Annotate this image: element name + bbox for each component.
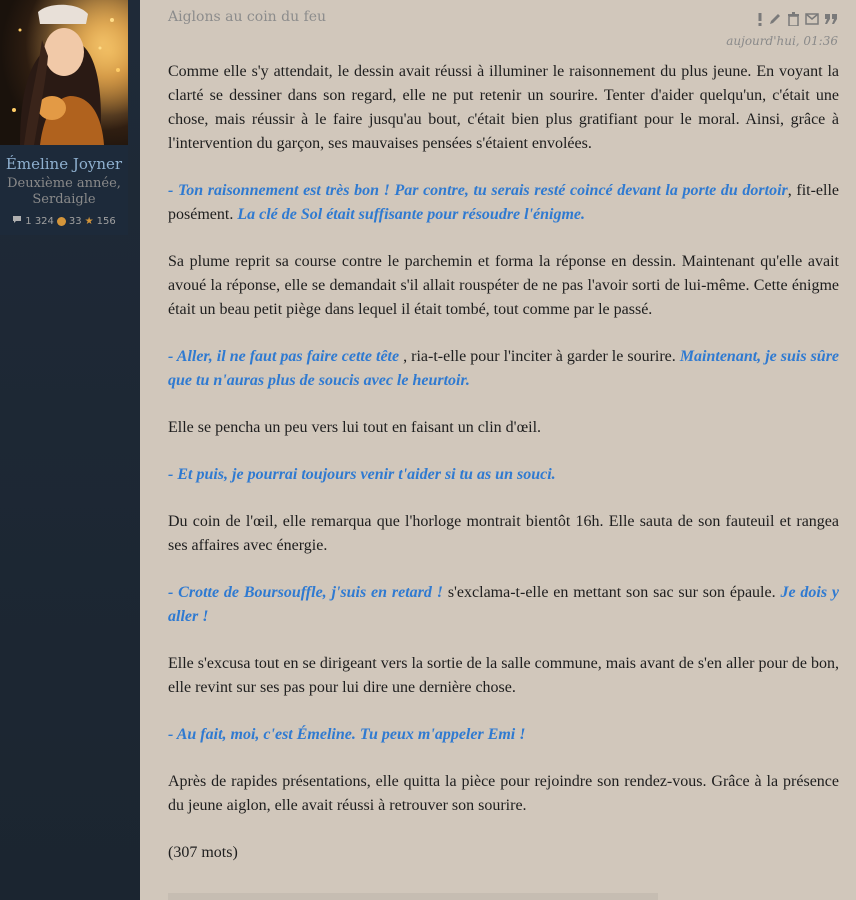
narration-text: Sa plume reprit sa course contre le parchemin et forma la réponse en dessin. Maintenant qu'elle avait avoué la réponse, elle se demandait s'il allait rouspéter de ne pas l'avoir sorti de lui-même. Cette énigme était un beau petit piège dans lequel il était tombé, tout comme par le passé. <box>168 253 839 318</box>
stars-count: 156 <box>96 215 116 227</box>
post-paragraph <box>168 510 839 558</box>
narration-text: Après de rapides présentations, elle quitta la pièce pour rejoindre son rendez-vous. Grâce à la présence du jeune aiglon, elle avait réussi à retrouver son sourire. <box>168 773 839 814</box>
edit-icon[interactable] <box>768 12 782 26</box>
post-paragraph <box>168 581 839 629</box>
post-title[interactable]: Aiglons au coin du feu <box>168 9 327 25</box>
avatar[interactable] <box>0 0 128 145</box>
quote-icon[interactable] <box>824 13 838 25</box>
points-coin-icon <box>57 217 66 226</box>
author-name[interactable]: Émeline Joyner <box>5 155 123 173</box>
post-paragraph <box>168 463 839 487</box>
post-paragraph <box>168 416 839 440</box>
narration-text: Du coin de l'œil, elle remarqua que l'horloge montrait bientôt 16h. Elle sauta de son fauteuil et rangea ses affaires avec énergie. <box>168 513 839 554</box>
post-date: aujourd'hui, 01:36 <box>726 34 838 48</box>
messages-count: 1 324 <box>25 215 54 227</box>
post-paragraph <box>168 250 839 322</box>
post-paragraph <box>168 652 839 700</box>
post-body <box>168 60 839 888</box>
dialogue-text: - <box>168 182 178 199</box>
dialogue-text: La clé de Sol était suffisante pour résoudre l'énigme. <box>237 206 586 223</box>
narration-text: Elle s'excusa tout en se dirigeant vers la sortie de la salle commune, mais avant de s'en aller pour de bon, elle revint sur ses pas pour lui dire une dernière chose. <box>168 655 839 696</box>
dialogue-text: Maintenant, je suis sûre que tu n'auras plus de soucis avec le heurtoir. <box>168 348 840 389</box>
dialogue-text: Je dois y aller ! <box>168 584 840 625</box>
narration-text: Comme elle s'y attendait, le dessin avait réussi à illuminer le raisonnement du plus jeune. En voyant la clarté se dessiner dans son regard, elle ne put retenir un sourire. Tenter d'aider quelqu'un, c'était une chose, mais réussir à le faire jusqu'au bout, c'était bien plus gratifiant pour le moral. Ainsi, grâce à l'intervention du garçon, ses mauvaises pensées s'étaient envolées. <box>168 63 839 152</box>
message-icon[interactable] <box>805 13 819 25</box>
post-paragraph <box>168 841 839 865</box>
post-paragraph <box>168 345 839 393</box>
narration-text: , ria-t-elle pour l'inciter à garder le sourire. <box>399 348 680 365</box>
report-icon[interactable] <box>757 13 763 26</box>
dialogue-text: - Crotte de Boursouffle, j'suis en retard ! <box>168 584 443 601</box>
post-actions <box>757 12 838 26</box>
post-paragraph <box>168 179 839 227</box>
dialogue-text: Ton raisonnement est très bon ! Par contre, tu serais resté coincé devant la porte du dortoir <box>177 182 788 199</box>
horizontal-scrollbar[interactable] <box>168 893 658 900</box>
author-card <box>0 0 128 235</box>
author-stats <box>0 215 128 227</box>
speech-bubble-icon <box>12 215 22 227</box>
star-icon: ★ <box>84 215 94 227</box>
post-paragraph <box>168 60 839 156</box>
delete-icon[interactable] <box>787 12 800 26</box>
post <box>140 0 856 900</box>
dialogue-text: - <box>168 348 177 365</box>
dialogue-text: Aller, il ne faut pas faire cette tête <box>176 348 400 365</box>
dialogue-text: - Au fait, moi, c'est Émeline. Tu peux m'appeler Emi ! <box>168 726 526 743</box>
narration-text: (307 mots) <box>168 844 238 861</box>
narration-text: s'exclama-t-elle en mettant son sac sur son épaule. <box>442 584 781 601</box>
author-rank: Deuxième année, Serdaigle <box>7 176 121 207</box>
post-paragraph <box>168 723 839 747</box>
points-count: 33 <box>68 215 82 227</box>
narration-text: , fit-elle posément. <box>168 182 840 223</box>
narration-text: Elle se pencha un peu vers lui tout en faisant un clin d'œil. <box>168 419 542 436</box>
post-paragraph <box>168 770 839 818</box>
author-column <box>0 0 140 900</box>
dialogue-text: - Et puis, je pourrai toujours venir t'aider si tu as un souci. <box>168 466 556 483</box>
